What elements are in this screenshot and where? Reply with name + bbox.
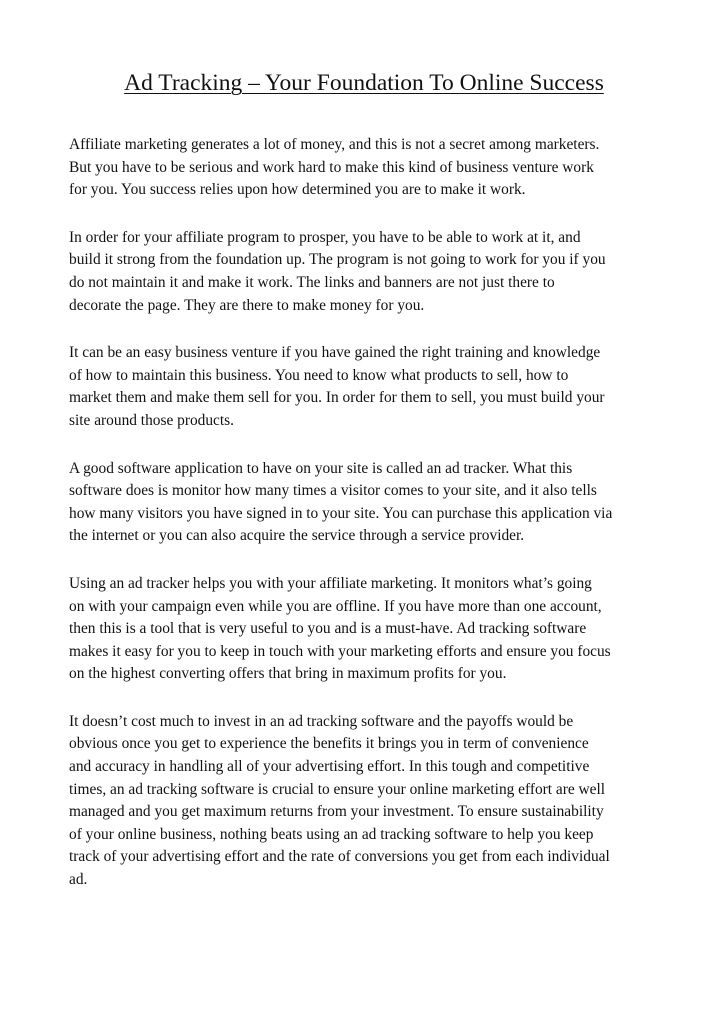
paragraph-line: the internet or you can also acquire the service through a service provider. [69, 527, 525, 545]
paragraph-line: A good software application to have on your site is called an ad tracker. What this [69, 459, 573, 477]
paragraph-line: then this is a tool that is very useful to you and is a must-have. Ad tracking software [69, 620, 587, 638]
paragraph-2 [69, 227, 661, 317]
paragraph-line: It can be an easy business venture if you have gained the right training and knowledge [69, 344, 601, 362]
paragraph-line: ad. [69, 871, 88, 889]
paragraph-line: obvious once you get to experience the benefits it brings you in term of convenience [69, 735, 589, 753]
paragraph-line: on the highest converting offers that bring in maximum profits for you. [69, 665, 507, 683]
paragraph-line: market them and make them sell for you. In order for them to sell, you must build your [69, 389, 605, 407]
paragraph-line: for you. You success relies upon how determined you are to make it work. [69, 181, 526, 199]
paragraph-line: But you have to be serious and work hard to make this kind of business venture work [69, 158, 594, 176]
paragraph-line: Affiliate marketing generates a lot of money, and this is not a secret among marketers. [69, 136, 600, 153]
paragraph-6 [69, 711, 661, 892]
paragraph-line: site around those products. [69, 411, 234, 429]
paragraph-line: It doesn’t cost much to invest in an ad tracking software and the payoffs would be [69, 712, 574, 730]
paragraph-5 [69, 573, 661, 686]
paragraph-line: software does is monitor how many times a visitor comes to your site, and it also tells [69, 482, 597, 500]
paragraph-line: do not maintain it and make it work. The links and banners are not just there to [69, 273, 555, 291]
paragraph-line: track of your advertising effort and the rate of conversions you get from each individual [69, 848, 610, 866]
paragraph-3 [69, 342, 661, 432]
paragraph-line: on with your campaign even while you are offline. If you have more than one account, [69, 597, 602, 615]
paragraph-line: In order for your affiliate program to prosper, you have to be able to work at it, and [69, 228, 581, 246]
paragraph-1 [69, 134, 661, 202]
document-title: Ad Tracking – Your Foundation To Online Success [124, 70, 604, 96]
paragraph-line: and accuracy in handling all of your advertising effort. In this tough and competitive [69, 758, 590, 776]
paragraph-line: of your online business, nothing beats using an ad tracking software to help you keep [69, 825, 594, 843]
document-body [69, 134, 661, 917]
paragraph-line: times, an ad tracking software is crucial to ensure your online marketing effort are well [69, 780, 606, 798]
paragraph-line: makes it easy for you to keep in touch with your marketing efforts and ensure you focus [69, 642, 611, 660]
paragraph-line: how many visitors you have signed in to your site. You can purchase this application via [69, 504, 613, 522]
paragraph-line: of how to maintain this business. You need to know what products to sell, how to [69, 366, 569, 384]
paragraph-line: Using an ad tracker helps you with your affiliate marketing. It monitors what’s going [69, 574, 592, 592]
paragraph-line: build it strong from the foundation up. The program is not going to work for you if you [69, 251, 606, 269]
paragraph-line: decorate the page. They are there to make money for you. [69, 296, 425, 314]
paragraph-line: managed and you get maximum returns from your investment. To ensure sustainability [69, 803, 604, 821]
paragraph-4 [69, 458, 661, 548]
